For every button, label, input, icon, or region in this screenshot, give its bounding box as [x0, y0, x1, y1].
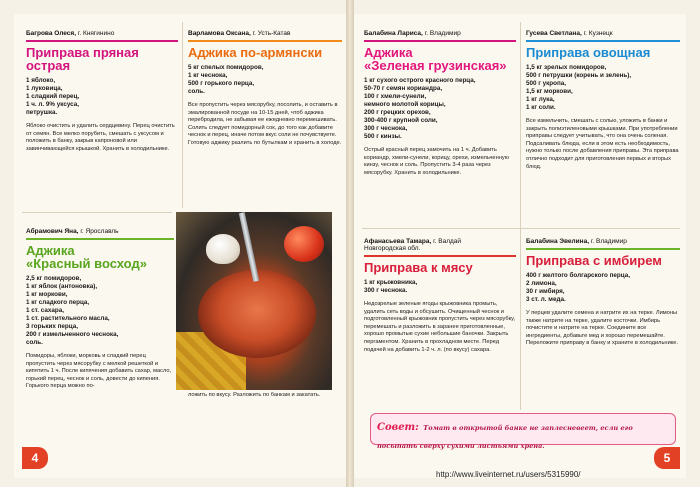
ingredient-item: 50-70 г семян кориандра,	[364, 85, 443, 92]
recipe-continuation	[188, 392, 338, 422]
ingredient-item: 3 горьких перца,	[26, 323, 78, 330]
color-bar	[364, 255, 516, 257]
page-number-right: 5	[654, 447, 680, 469]
recipe-instructions: Все измельчить, смешать с солью, уложить в банки и закрыть полиэтиленовыми крышками. При употреблении приправы следует учитывать, что она очень соленая. Подсаливать блюда, если в этом есть необходимость, нужно только после добавления приправы. Эта приправа отлично подходит для приготовления первых и вторых блюд.	[526, 118, 679, 170]
recipe-title: Приправа с имбирем	[526, 253, 662, 268]
recipe-instructions: Все пропустить через мясорубку, посолить, и оставить в эмалированной посуде на 10-15 дней, чтоб аджика перебродила, не забывая ее ежедневно перемешивать. Солить следует помидорный сок, до того как добавите чеснок и перец, иначе потом вкус соли не почувствуете. Готовую аджику разлить по бутылкам и хранить в холоде.	[188, 102, 342, 146]
source-watermark: http://www.liveinternet.ru/users/5315990/	[436, 470, 581, 479]
ingredient-item: 1 кг моркови,	[26, 291, 68, 298]
ingredient-item: 500 г кинзы.	[364, 133, 402, 140]
ingredient-list	[526, 272, 680, 304]
color-bar	[26, 40, 178, 42]
recipe-instructions: Острый красный перец замочить на 1 ч. Добавить кориандр, хмели-сунели, корицу, орехи, измельченную кинзу, чеснок и соль. Пропустить 3-4 раза через мясорубку. Хранить в холодильнике.	[364, 147, 509, 176]
ingredient-item: 200 г измельченного чеснока,	[26, 331, 119, 338]
ingredient-item: соль.	[26, 339, 43, 346]
ingredient-item: 1 кг сухого острого красного перца,	[364, 77, 476, 84]
ingredient-item: 500 г горького перца,	[188, 80, 255, 87]
ingredient-item: 1 сладкий перец,	[26, 93, 80, 100]
row-divider	[22, 212, 172, 213]
recipe-author: Балабина Эвелина, г. Владимир	[526, 238, 627, 245]
tip-text: Томат в открытой банке не заплесневеет, если его посыпать сверху сухими листьями хрена.	[377, 424, 633, 450]
recipe-card-vegetable-seasoning	[526, 30, 680, 226]
ingredient-list	[364, 279, 516, 295]
recipe-instructions: Яблоко очистить и удалить сердцевину. Перец очистить от семян. Все мелко порубить, смешать с уксусом и положить в банку, закрыв капроновой или завинчивающейся крышкой. Хранить в холодильнике.	[26, 123, 175, 152]
recipe-title: Приправа пряная острая	[26, 45, 139, 73]
color-bar	[526, 40, 680, 42]
ingredient-item: 1 ст. сахара,	[26, 307, 64, 314]
recipe-author: Балабина Лариса, г. Владимир	[364, 30, 461, 37]
ingredient-item: 1 кг соли.	[526, 104, 556, 111]
ingredient-item: 1 яблоко,	[26, 77, 56, 84]
ingredient-item: 2,5 кг помидоров,	[26, 275, 82, 282]
recipe-card-armenian-adjika	[188, 30, 342, 210]
ingredient-item: петрушка.	[26, 109, 58, 116]
tip-box	[370, 413, 676, 450]
color-bar	[526, 248, 680, 250]
ingredient-item: немного молотой корицы,	[364, 101, 446, 108]
recipe-author: Багрова Олеся, г. Княгинино	[26, 30, 115, 37]
recipe-author: Гусева Светлана, г. Кузнецк	[526, 30, 613, 37]
row-divider	[362, 228, 680, 229]
ingredient-list	[364, 77, 516, 141]
ingredient-item: 1 ст. растительного масла,	[26, 315, 110, 322]
ingredient-item: 400 г желтого болгарского перца,	[526, 272, 630, 279]
ingredient-item: 2 лимона,	[526, 280, 557, 287]
recipe-instructions: Помидоры, яблоки, морковь и сладкий перец пропустить через мясорубку с мелкой решеткой и кипятить 1 ч. После кипячения добавить сахар, масло, горький перец, чеснок и соль, довести до кипения. Горького перца можно по-	[26, 353, 172, 390]
ingredient-item: 500 г петрушки (корень и зелень),	[526, 72, 632, 79]
ingredient-item: 1 кг чеснока,	[188, 72, 228, 79]
bowl-shape	[198, 270, 316, 358]
ingredient-item: 1 ч. л. 9% уксуса,	[26, 101, 80, 108]
ingredient-item: 30 г имбиря,	[526, 288, 565, 295]
recipe-title: Приправа овощная	[526, 45, 651, 60]
ingredient-item: 1 кг сладкого перца,	[26, 299, 90, 306]
recipe-author-region: Новгородская обл.	[364, 245, 421, 252]
ingredient-item: 300 г чеснока,	[364, 125, 408, 132]
recipe-title: Приправа к мясу	[364, 260, 473, 275]
ingredient-item: 1 кг лука,	[526, 96, 555, 103]
recipe-instructions-continued: ложить по вкусу. Разложить по банкам и закатать.	[188, 392, 321, 398]
ingredient-list	[26, 77, 178, 117]
recipe-card-green-georgian-adjika	[364, 30, 516, 226]
recipe-author: Абрамович Яна, г. Ярославль	[26, 228, 119, 235]
ingredient-item: 5 кг спелых помидоров,	[188, 64, 264, 71]
recipe-card-ginger-seasoning	[526, 238, 680, 410]
column-divider	[520, 22, 521, 410]
ingredient-item: соль.	[188, 88, 205, 95]
recipe-author: Афанасьева Тамара, г. Валдай	[364, 238, 462, 245]
recipe-card-spicy-seasoning	[26, 30, 178, 210]
page-gutter	[346, 0, 354, 487]
recipe-card-meat-seasoning	[364, 238, 516, 410]
recipe-card-red-sunrise-adjika	[26, 228, 174, 440]
recipe-instructions: Недозрелые зеленые ягоды крыжовника промыть, удалить сеть воды и обсушить. Очищенный чеснок и подготовленный крыжовник пропустить через мясорубку, перемешать и разложить в заранее приготовленные, хорошо промытые сухие небольшие баночки. Закрыть пергаментом. Хранить в прохладном месте. Перед подачей на добавить 1-2 ч. л. (по вкусу) сахара.	[364, 301, 516, 353]
ingredient-item: 1,5 кг моркови,	[526, 88, 573, 95]
recipe-title: Аджика «Красный восход»	[26, 243, 147, 271]
ingredient-item: 300 г чеснока.	[364, 287, 408, 294]
ingredient-item: 1 луковица,	[26, 85, 63, 92]
color-bar	[26, 238, 174, 240]
ingredient-item: 1 кг яблок (антоновка),	[26, 283, 98, 290]
ingredient-list	[188, 64, 342, 96]
color-bar	[364, 40, 516, 42]
ingredient-list	[526, 64, 680, 112]
recipe-instructions: У перцев удалите семена и натрите их на терке. Лимоны также натрите на терке, удалите косточки. Имбирь почистите и натрите на терке. Соедините все ингредиенты, добавьте мед и хорошо перемешайте. Переложите приправу в банку и храните в холодильнике.	[526, 310, 679, 347]
recipe-author: Варламова Оксана, г. Усть-Катав	[188, 30, 291, 37]
recipe-title: Аджика «Зеленая грузинская»	[364, 45, 507, 73]
ingredient-list	[26, 275, 174, 347]
ingredient-item: 3 ст. л. меда.	[526, 296, 566, 303]
tip-label: Совет:	[377, 422, 419, 433]
ingredient-item: 1 кг крыжовника,	[364, 279, 418, 286]
recipe-title: Аджика по-армянски	[188, 45, 323, 60]
ingredient-item: 200 г грецких орехов,	[364, 109, 431, 116]
adjika-bowl-photo	[176, 212, 332, 390]
tomato-shape	[284, 226, 324, 262]
column-divider	[182, 22, 183, 208]
ingredient-item: 100 г хмели-сунели,	[364, 93, 427, 100]
ingredient-item: 1,5 кг зрелых помидоров,	[526, 64, 607, 71]
garlic-shape	[206, 234, 240, 264]
page-number-left: 4	[22, 447, 48, 469]
ingredient-item: 500 г укропа,	[526, 80, 567, 87]
color-bar	[188, 40, 342, 42]
ingredient-item: 300-400 г крупной соли,	[364, 117, 438, 124]
